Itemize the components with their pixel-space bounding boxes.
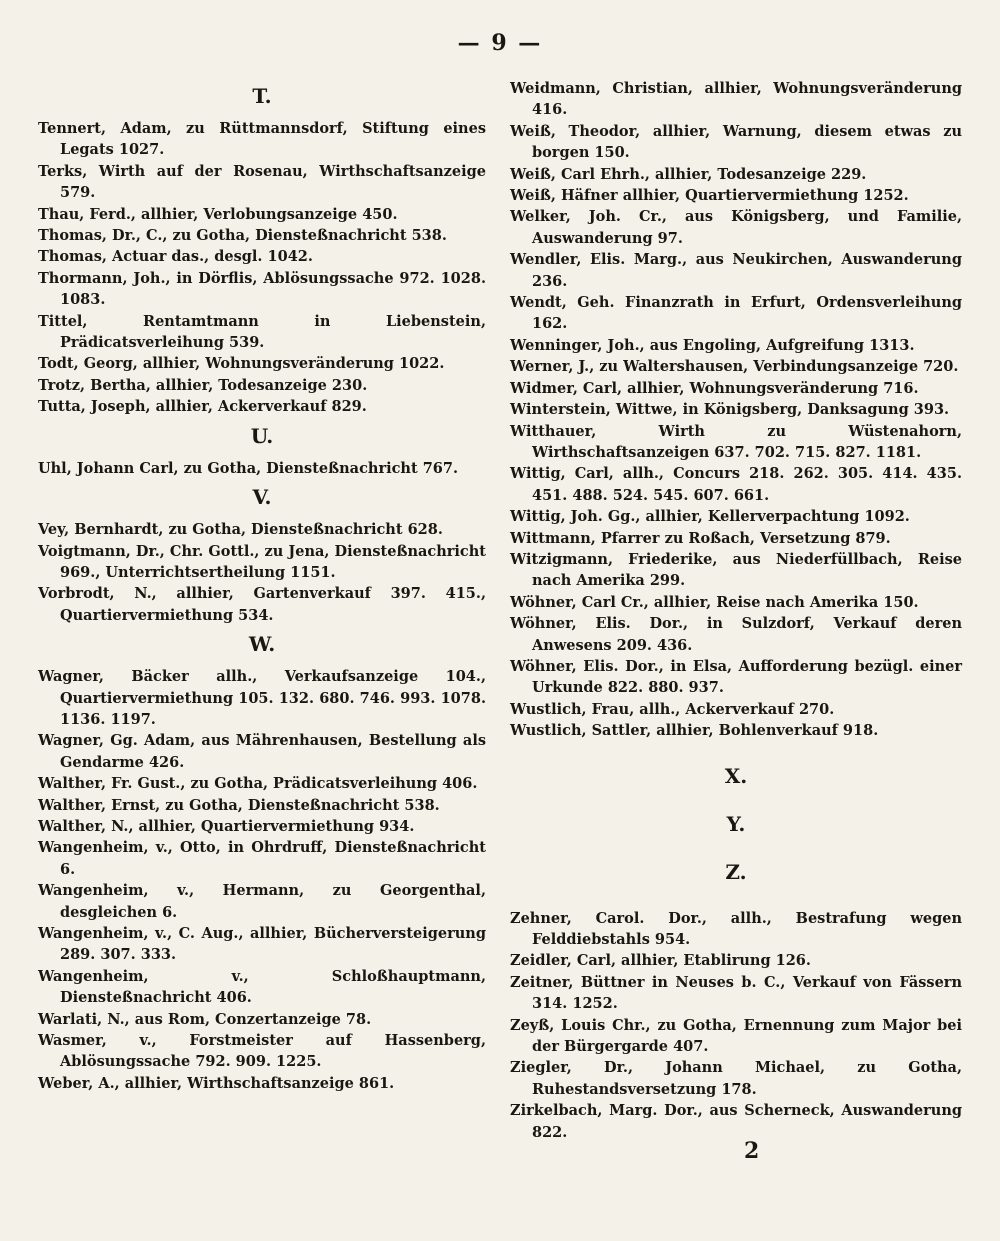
index-entry: Walther, Ernst, zu Gotha, Diensteßnachricht 538. bbox=[38, 796, 440, 814]
index-entry: Wangenheim, v., Schloßhauptmann, Diensteßnachricht 406. bbox=[38, 967, 486, 1007]
index-entry: Uhl, Johann Carl, zu Gotha, Diensteßnachricht 767. bbox=[38, 459, 459, 477]
index-entry: Tutta, Joseph, allhier, Ackerverkauf 829. bbox=[38, 398, 367, 416]
index-entry: Weiß, Theodor, allhier, Warnung, diesem etwas zu borgen 150. bbox=[510, 122, 962, 162]
index-entry: Thau, Ferd., allhier, Verlobungsanzeige 450. bbox=[38, 205, 398, 223]
index-entry: Wittig, Joh. Gg., allhier, Kellerverpachtung 1092. bbox=[510, 508, 910, 526]
index-entry: Wöhner, Carl Cr., allhier, Reise nach Amerika 150. bbox=[510, 593, 919, 611]
index-entry: Ziegler, Dr., Johann Michael, zu Gotha, Ruhestandsversetzung 178. bbox=[510, 1059, 962, 1098]
index-entry: Warlati, N., aus Rom, Conzertanzeige 78. bbox=[38, 1010, 372, 1028]
index-entry: Vorbrodt, N., allhier, Gartenverkauf 397. 415., Quartiervermiethung 534. bbox=[38, 585, 486, 624]
index-entry: Wasmer, v., Forstmeister auf Hassenberg, Ablösungssache 792. 909. 1225. bbox=[38, 1032, 486, 1071]
index-entry: Weiß, Carl Ehrh., allhier, Todesanzeige 229. bbox=[510, 165, 867, 183]
index-entry: Wangenheim, v., Hermann, zu Georgenthal, desgleichen 6. bbox=[38, 882, 486, 921]
index-entry: Weiß, Häfner allhier, Quartiervermiethung 1252. bbox=[510, 187, 909, 205]
index-entry: Wenninger, Joh., aus Engoling, Aufgreifung 1313. bbox=[510, 336, 915, 354]
index-entry: Zeidler, Carl, allhier, Etablirung 126. bbox=[510, 952, 811, 970]
index-entry: Zeitner, Büttner in Neuses b. C., Verkauf von Fässern 314. 1252. bbox=[510, 973, 962, 1013]
index-entry: Witzigmann, Friederike, aus Niederfüllbach, Reise nach Amerika 299. bbox=[510, 550, 962, 590]
index-entry: Wagner, Bäcker allh., Verkaufsanzeige 104., Quartiervermiethung 105. 132. 680. 746. 993. 1078. 1136. 1197. bbox=[38, 668, 486, 728]
index-entry: Wöhner, Elis. Dor., in Elsa, Aufforderung bezügl. einer Urkunde 822. 880. 937. bbox=[510, 657, 962, 697]
left-column bbox=[38, 78, 486, 1094]
index-entry: Zeyß, Louis Chr., zu Gotha, Ernennung zum Major bei der Bürgergarde 407. bbox=[510, 1016, 962, 1056]
index-entry: Wendt, Geh. Finanzrath in Erfurt, Ordensverleihung 162. bbox=[510, 294, 962, 333]
index-entry: Wöhner, Elis. Dor., in Sulzdorf, Verkauf deren Anwesens 209. 436. bbox=[510, 615, 962, 654]
index-entry: Wittig, Carl, allh., Concurs 218. 262. 305. 414. 435. 451. 488. 524. 545. 607. 661. bbox=[510, 465, 962, 504]
index-entry: Weidmann, Christian, allhier, Wohnungsveränderung 416. bbox=[510, 80, 962, 119]
index-entry: Walther, Fr. Gust., zu Gotha, Prädicatsverleihung 406. bbox=[38, 775, 478, 793]
index-entry: Wendler, Elis. Marg., aus Neukirchen, Auswanderung 236. bbox=[510, 251, 962, 290]
section-heading-w: W. bbox=[248, 632, 276, 657]
section-heading-v: V. bbox=[252, 485, 272, 510]
section-heading-t: T. bbox=[252, 84, 272, 108]
index-entry: Tittel, Rentamtmann in Liebenstein, Prädicatsverleihung 539. bbox=[38, 312, 486, 352]
index-entry: Zehner, Carol. Dor., allh., Bestrafung wegen Felddiebstahls 954. bbox=[510, 909, 962, 948]
index-entry: Terks, Wirth auf der Rosenau, Wirthschaftsanzeige 579. bbox=[38, 162, 486, 202]
index-entry: Widmer, Carl, allhier, Wohnungsveränderung 716. bbox=[510, 379, 919, 397]
signature-mark: 2 bbox=[744, 1138, 760, 1164]
section-heading-x: X. bbox=[724, 763, 748, 788]
section-heading-y: Y. bbox=[726, 811, 746, 836]
section-heading-z: Z. bbox=[725, 859, 747, 884]
index-entry: Wagner, Gg. Adam, aus Mährenhausen, Bestellung als Gendarme 426. bbox=[38, 732, 486, 771]
index-entry: Walther, N., allhier, Quartiervermiethung 934. bbox=[38, 817, 415, 835]
index-entry: Zirkelbach, Marg. Dor., aus Scherneck, Auswanderung 822. bbox=[510, 1102, 962, 1141]
index-entry: Voigtmann, Dr., Chr. Gottl., zu Jena, Diensteßnachricht 969., Unterrichtsertheilung 1151. bbox=[38, 542, 486, 581]
right-column bbox=[510, 78, 962, 1143]
index-entry: Tennert, Adam, zu Rüttmannsdorf, Stiftung eines Legats 1027. bbox=[38, 120, 486, 159]
index-entry: Thormann, Joh., in Dörflis, Ablösungssache 972. 1028. 1083. bbox=[38, 269, 486, 309]
index-entry: Wittmann, Pfarrer zu Roßach, Versetzung 879. bbox=[510, 529, 891, 547]
index-entry: Welker, Joh. Cr., aus Königsberg, und Familie, Auswanderung 97. bbox=[510, 208, 962, 247]
section-heading-u: U. bbox=[250, 423, 274, 448]
index-entry: Vey, Bernhardt, zu Gotha, Diensteßnachricht 628. bbox=[38, 521, 443, 539]
index-entry: Thomas, Dr., C., zu Gotha, Diensteßnachricht 538. bbox=[38, 227, 447, 245]
index-entry: Wustlich, Frau, allh., Ackerverkauf 270. bbox=[510, 700, 835, 718]
index-entry: Todt, Georg, allhier, Wohnungsveränderung 1022. bbox=[38, 355, 445, 373]
index-entry: Witthauer, Wirth zu Wüstenahorn, Wirthschaftsanzeigen 637. 702. 715. 827. 1181. bbox=[510, 422, 962, 461]
index-entry: Werner, J., zu Waltershausen, Verbindungsanzeige 720. bbox=[510, 358, 959, 376]
index-entry: Wangenheim, v., C. Aug., allhier, Bücherversteigerung 289. 307. 333. bbox=[38, 925, 486, 964]
index-entry: Weber, A., allhier, Wirthschaftsanzeige 861. bbox=[38, 1074, 395, 1092]
page-number: — 9 — bbox=[457, 30, 543, 56]
index-entry: Trotz, Bertha, allhier, Todesanzeige 230. bbox=[38, 376, 368, 394]
index-entry: Winterstein, Wittwe, in Königsberg, Danksagung 393. bbox=[510, 401, 950, 419]
index-entry: Thomas, Actuar das., desgl. 1042. bbox=[38, 248, 313, 266]
index-entry: Wustlich, Sattler, allhier, Bohlenverkauf 918. bbox=[510, 722, 879, 740]
index-entry: Wangenheim, v., Otto, in Ohrdruff, Diensteßnachricht 6. bbox=[38, 839, 486, 878]
